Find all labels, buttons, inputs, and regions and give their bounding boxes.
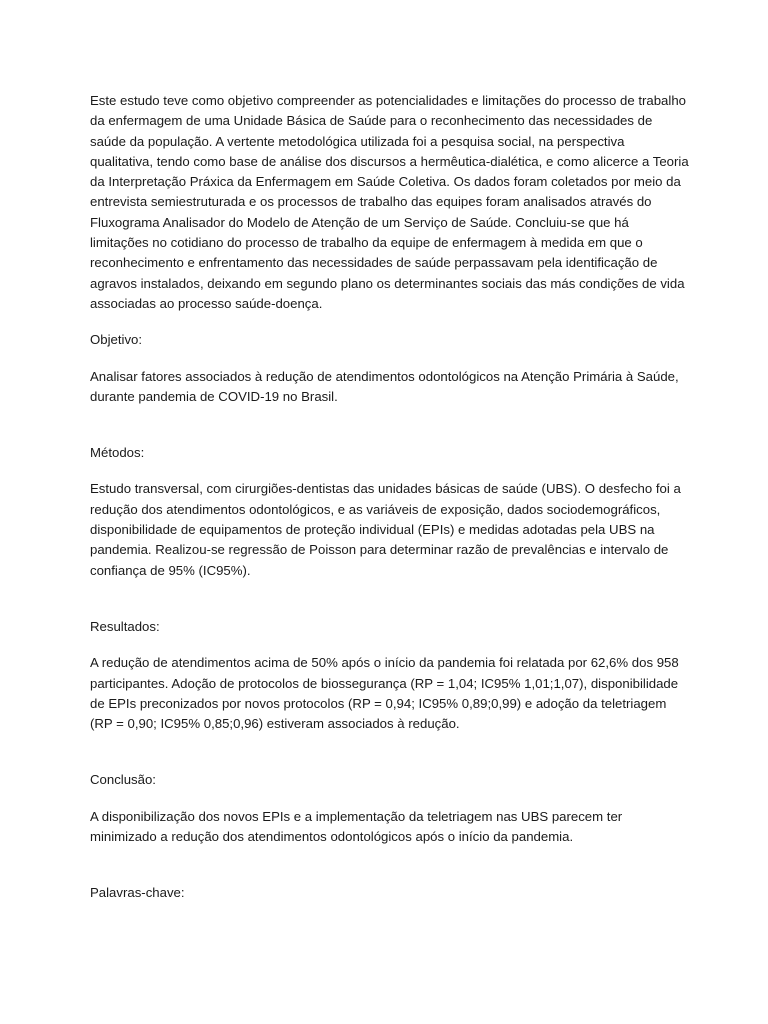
- intro-paragraph: Este estudo teve como objetivo compreender as potencialidades e limitações do processo de trabalho da enfermagem de uma Unidade Básica de Saúde para o reconhecimento das necessidades de saúde da população. A vertente metodológica utilizada foi a pesquisa social, na perspectiva qualitativa, tendo como base de análise dos discursos a hermêutica-dialética, e como alicerce a Teoria da Interpretação Práxica da Enfermagem em Saúde Coletiva. Os dados foram coletados por meio da entrevista semiestruturada e os processos de trabalho das equipes foram analisados através do Fluxograma Analisador do Modelo de Atenção de um Serviço de Saúde. Concluiu-se que há limitações no cotidiano do processo de trabalho da equipe de enfermagem à medida em que o reconhecimento e enfrentamento das necessidades de saúde perpassavam pela identificação de agravos instalados, deixando em segundo plano os determinantes sociais das más condições de vida associadas ao processo saúde-doença.: [90, 93, 689, 311]
- keywords-heading: Palavras-chave:: [90, 885, 185, 901]
- results-heading: Resultados:: [90, 618, 160, 634]
- document-body: [90, 91, 690, 904]
- methods-paragraph: Estudo transversal, com cirurgiões-dentistas das unidades básicas de saúde (UBS). O desfecho foi a redução dos atendimentos odontológicos, e as variáveis de exposição, dados sociodemográficos, disponibilidade de equipamentos de proteção individual (EPIs) e medidas adotadas pela UBS na pandemia. Realizou-se regressão de Poisson para determinar razão de prevalências e intervalo de confiança de 95% (IC95%).: [90, 481, 681, 578]
- conclusion-paragraph: A disponibilização dos novos EPIs e a implementação da teletriagem nas UBS parecem ter minimizado a redução dos atendimentos odontológicos após o início da pandemia.: [90, 808, 623, 845]
- conclusion-heading: Conclusão:: [90, 772, 156, 788]
- methods-heading: Métodos:: [90, 445, 145, 461]
- objective-heading: Objetivo:: [90, 332, 143, 348]
- objective-paragraph: Analisar fatores associados à redução de atendimentos odontológicos na Atenção Primária à Saúde, durante pandemia de COVID-19 no Brasil.: [90, 368, 679, 404]
- results-paragraph: A redução de atendimentos acima de 50% após o início da pandemia foi relatada por 62,6% dos 958 participantes. Adoção de protocolos de biossegurança (RP = 1,04; IC95% 1,01;1,07), disponibilidade de EPIs preconizados por novos protocolos (RP = 0,94; IC95% 0,89;0,99) e adoção da teletriagem (RP = 0,90; IC95% 0,85;0,96) estiveram associados à redução.: [90, 655, 679, 732]
